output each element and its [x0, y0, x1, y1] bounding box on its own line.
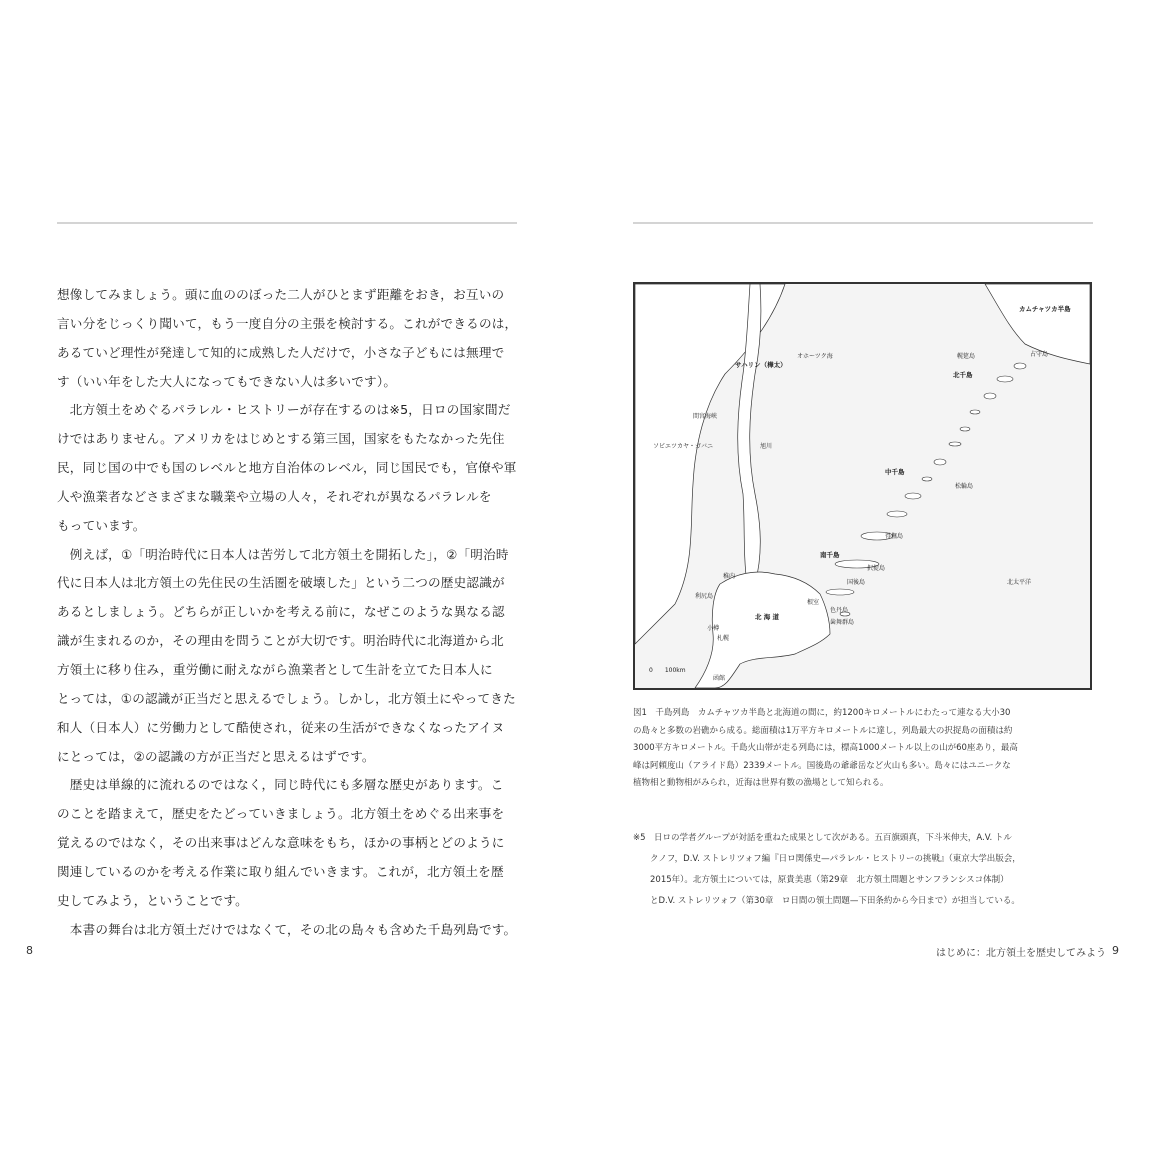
map-label-wakkanai: 稚内 [723, 573, 736, 580]
body-line: あるとしましょう。どちらが正しいかを考える前に，なぜこのような異なる認 [57, 604, 505, 620]
map-label-shumshu: 占守島 [1030, 351, 1049, 358]
body-line: 識が生まれるのか，その理由を問うことが大切です。明治時代に北海道から北 [57, 633, 504, 649]
map-label-kamchatka: カムチャツカ半島 [1019, 305, 1071, 313]
body-line: 代に日本人は北方領土の先住民の生活圏を破壊した」という二つの歴史認識が [57, 575, 505, 591]
map-scale: 0 100km [649, 667, 686, 674]
footnote [633, 828, 1095, 912]
body-line: もっています。 [57, 517, 146, 533]
map-label-habomai: 歯舞群島 [830, 619, 855, 626]
map-drawing [635, 284, 1090, 688]
map-label-paramushir: 幌筵島 [957, 353, 976, 360]
map-label-matsuwa: 松輪島 [955, 483, 974, 490]
body-line: 方領土に移り住み，重労働に耐えながら漁業者として生計を立てた日本人に [57, 661, 493, 677]
header-rule-left [57, 222, 517, 224]
map-label-okhotsk: オホーツク海 [797, 353, 833, 360]
body-line: 和人（日本人）に労働力として酷使され，従来の生活ができなくなったアイヌ [57, 719, 505, 735]
left-page-body [57, 281, 519, 944]
body-line: 例えば，①「明治時代に日本人は苦労して北方領土を開拓した」，②「明治時 [57, 546, 509, 562]
caption-line: 峰は阿頼度山（アライド島）2339メートル。国後島の爺爺岳など火山も多い。島々にはユニークな [633, 760, 1011, 771]
body-line: 人や漁業者などさまざまな職業や立場の人々，それぞれが異なるパラレルを [57, 488, 492, 504]
footnote-line: クノフ，D.V. ストレリツォフ編『日ロ関係史—パラレル・ヒストリーの挑戦』（東京大学出版会， [633, 854, 1021, 864]
map-label-mamiya: 間宮海峡 [693, 413, 718, 420]
map-label-sakhalin: サハリン（樺太） [735, 361, 787, 369]
running-head: はじめに：北方領土を歴史してみよう [936, 948, 1106, 959]
body-line: 想像してみましょう。頭に血ののぼった二人がひとまず距離をおき，お互いの [57, 287, 505, 302]
kuril-islands-map [633, 282, 1092, 690]
map-label-south-chishima: 南千島 [820, 551, 840, 559]
map-label-otaru: 小樽 [707, 625, 720, 632]
body-line: 民，同じ国の中でも国のレベルと地方自治体のレベル，同じ国民でも，官僚や軍 [57, 460, 517, 476]
map-label-hakodate: 函館 [713, 675, 726, 682]
map-label-kunashiri: 国後島 [847, 579, 866, 586]
map-label-asahikawa: 旭川 [760, 443, 773, 450]
map-label-sapporo: 札幌 [717, 635, 730, 642]
caption-line: 植物相と動物相がみられ，近海は世界有数の漁場として知られる。 [633, 778, 889, 788]
body-line: 歴史は単線的に流れるのではなく，同じ時代にも多層な歴史があります。こ [57, 777, 504, 793]
body-line: 覚えるのではなく，その出来事はどんな意味をもち，ほかの事柄とどのように [57, 835, 505, 851]
map-label-sovgavan: ソビエツカヤ・ガバニ [653, 443, 714, 450]
figure-caption [633, 705, 1095, 793]
body-line: けではありません。アメリカをはじめとする第三国，国家をもたなかった先住 [57, 431, 505, 447]
map-label-hokkaido: 北 海 道 [755, 613, 780, 621]
header-rule-right [633, 222, 1093, 224]
body-line: す（いい年をした大人になってもできない人は多いです）。 [57, 373, 397, 389]
map-label-nemuro: 根室 [807, 599, 820, 606]
map-label-shikotan: 色丹島 [830, 607, 849, 614]
body-line: 本書の舞台は北方領土だけではなくて，その北の島々も含めた千島列島です。 [57, 921, 517, 937]
body-line: 関連しているのかを考える作業に取り組んでいきます。これが，北方領土を歴 [57, 863, 504, 879]
body-line: 史してみよう，ということです。 [57, 892, 248, 908]
map-label-north-chishima: 北千島 [953, 371, 973, 379]
caption-line: の島々と多数の岩礁から成る。総面積は1万平方キロメートルに達し，列島最大の択捉島の面積は約 [633, 725, 1013, 736]
map-label-uruppu: 得撫島 [885, 533, 904, 540]
body-line: 言い分をじっくり聞いて，もう一度自分の主張を検討する。これができるのは， [57, 315, 518, 331]
page-number-left: 8 [26, 944, 33, 957]
caption-line: 図1 千島列島 カムチャツカ半島と北海道の間に，約1200キロメートルにわたって連なる大小30 [633, 708, 1011, 718]
map-label-pacific: 北太平洋 [1007, 579, 1032, 586]
body-line: とっては，①の認識が正当だと思えるでしょう。しかし，北方領土にやってきた [57, 690, 516, 706]
body-line: あるていど理性が発達して知的に成熟した人だけで，小さな子どもには無理で [57, 344, 505, 360]
map-label-rishiri: 利尻島 [695, 593, 714, 600]
caption-line: 3000平方キロメートル。千島火山帯が走る列島には，標高1000メートル以上の山が60座あり，最高 [633, 743, 1018, 753]
footnote-line: ※5 日ロの学者グループが対話を重ねた成果として次がある。五百旗頭真，下斗米伸夫，A.V. トル [633, 833, 1012, 843]
body-line: 北方領土をめぐるパラレル・ヒストリーが存在するのは※5，日ロの国家間だ [57, 402, 511, 418]
body-line: のことを踏まえて，歴史をたどっていきましょう。北方領土をめぐる出来事を [57, 806, 505, 822]
footnote-line: とD.V. ストレリツォフ（第30章 ロ日間の領土問題—下田条約から今日まで）が担当している。 [633, 896, 1020, 906]
footnote-line: 2015年）。北方領土については，原貴美恵（第29章 北方領土問題とサンフランシスコ体制） [633, 875, 1009, 885]
page-number-right: 9 [1112, 944, 1119, 957]
map-label-middle-chishima: 中千島 [885, 468, 905, 476]
map-label-etorofu: 択捉島 [867, 565, 886, 572]
body-line: にとっては，②の認識の方が正当だと思えるはずです。 [57, 748, 375, 764]
